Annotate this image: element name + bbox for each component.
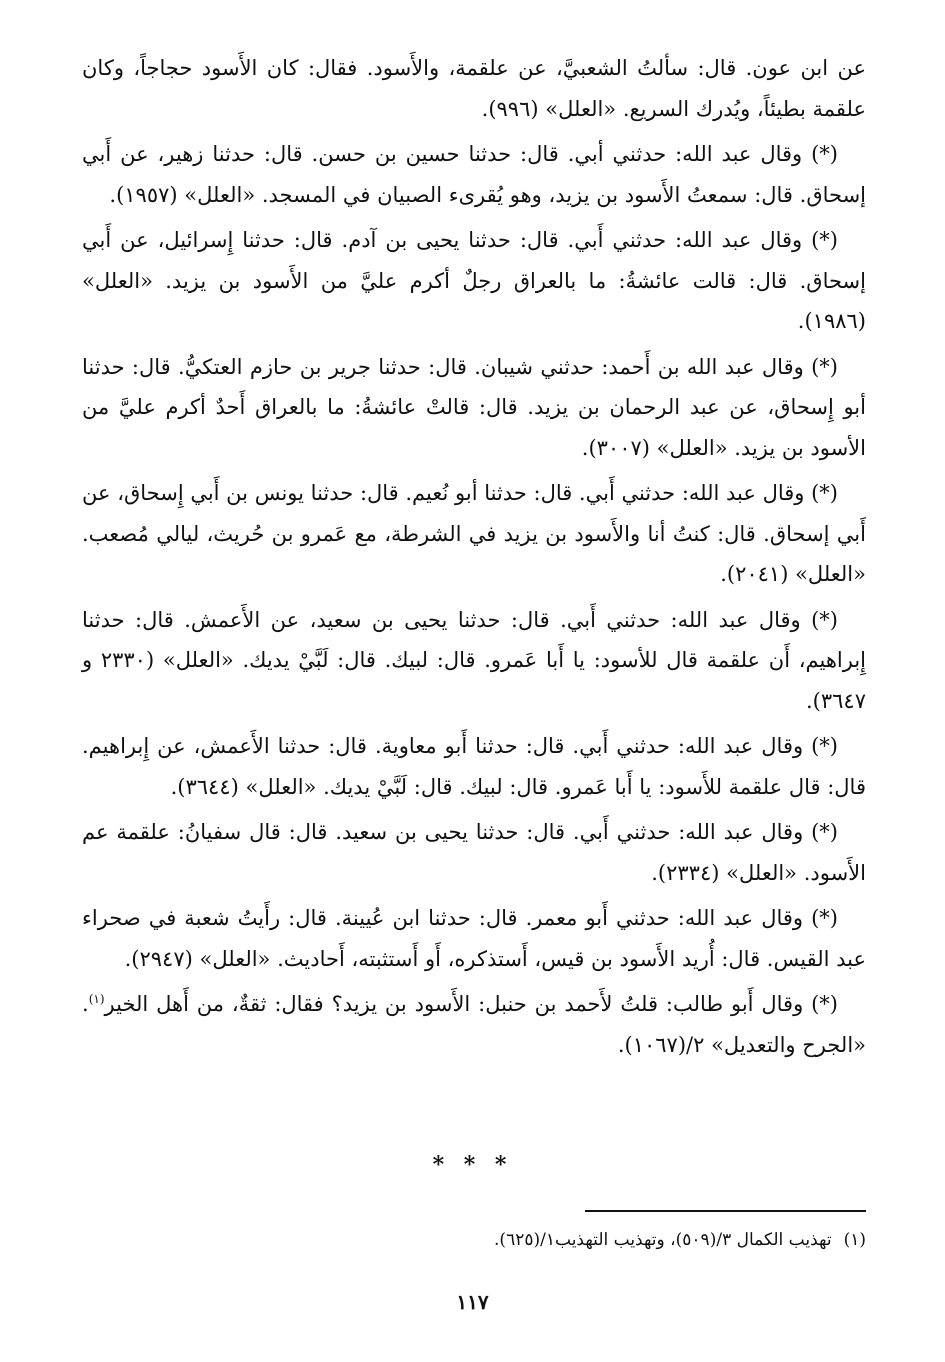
- paragraph-text: (*) وقال عبد الله: حدثني أَبي. قال: حدثنا يحيى بن سعيد، عن الأَعمش. قال: حدثنا إِبراهيم، أَن علقمة قال للأسود: يا أَبا عَمرو. قال: لبيك. قال: لَبَّيْ يديك. «العلل» (٢٣٣٠ و ٣٦٤٧).: [82, 607, 866, 713]
- paragraph-text: عن ابن عون. قال: سألتُ الشعبيَّ، عن علقمة، والأَسود. فقال: كان الأَسود حجاجاً، وكان علقمة بطيئاً، ويُدرك السريع. «العلل» (٩٩٦).: [82, 56, 866, 121]
- paragraph-5: [82, 473, 866, 595]
- footnote-number: (١): [843, 1230, 866, 1250]
- paragraph-7: [82, 726, 866, 807]
- main-text: [82, 48, 866, 1070]
- paragraph-text-tail: . «الجرح والتعديل» ٢/(١٠٦٧).: [82, 992, 866, 1057]
- paragraph-8: [82, 812, 866, 893]
- paragraph-4: [82, 347, 866, 469]
- paragraph-text: (*) وقال عبد الله: حدثني أَبي. قال: حدثنا أَبو معاوية. قال: حدثنا الأَعمش، عن إِبراهيم. قال: قال علقمة للأَسود: يا أَبا عَمرو. قال: لبيك. قال: لَبَّيْ يديك. «العلل» (٣٦٤٤).: [82, 734, 866, 799]
- paragraph-text: (*) وقال عبد الله: حدثني أَبو معمر. قال: حدثنا ابن عُيينة. قال: رأَيتُ شعبة في صحراء عبد القيس. قال: أُريد الأَسود بن قيس، أَستذكره، أَو أَستثبته، أَحاديث. «العلل» (٢٩٤٧).: [82, 906, 866, 971]
- footnote-reference: (١): [88, 992, 105, 1006]
- footnote-rule: [585, 1210, 866, 1212]
- section-separator: * * *: [432, 1152, 513, 1178]
- paragraph-6: [82, 600, 866, 722]
- footnote: [82, 1226, 866, 1254]
- footnote-text: تهذيب الكمال ٣/(٥٠٩)، وتهذيب التهذيب١/(٦٢٥).: [494, 1230, 832, 1250]
- paragraph-1: [82, 48, 866, 129]
- paragraph-3: [82, 220, 866, 342]
- paragraph-text: (*) وقال عبد الله: حدثني أَبي. قال: حدثنا يحيى بن سعيد. قال: قال سفيانُ: علقمة عم الأَسود. «العلل» (٢٣٣٤).: [82, 820, 866, 885]
- paragraph-text: (*) وقال عبد الله بن أَحمد: حدثني شيبان. قال: حدثنا جرير بن حازم العتكيُّ. قال: حدثنا أبو إِسحاق، عن عبد الرحمان بن يزيد. قال: قالتْ عائشةُ: ما بالعراق أَحدٌ أكرم عليَّ من الأسود بن يزيد. «العلل» (٣٠٠٧).: [82, 354, 866, 460]
- paragraph-text: (*) وقال عبد الله: حدثني أَبي. قال: حدثنا أبو نُعيم. قال: حدثنا يونس بن أَبي إِسحاق، عن أَبي إسحاق. قال: كنتُ أنا والأَسود بن يزيد في الشرطة، مع عَمرو بن حُريث، ليالي مُصعب. «العلل» (٢٠٤١).: [82, 481, 866, 586]
- paragraph-text: (*) وقال عبد الله: حدثني أبي. قال: حدثنا حسين بن حسن. قال: حدثنا زهير، عن أَبي إسحاق. قال: سمعتُ الأَسود بن يزيد، وهو يُقرىء الصبيان في المسجد. «العلل» (١٩٥٧).: [82, 142, 866, 207]
- paragraph-10: [82, 984, 866, 1065]
- page-number: ١١٧: [456, 1290, 489, 1314]
- paragraph-text: (*) وقال أَبو طالب: قلتُ لأَحمد بن حنبل: الأَسود بن يزيد؟ فقال: ثقةٌ، من أَهل الخير: [104, 992, 838, 1016]
- paragraph-9: [82, 898, 866, 979]
- paragraph-2: [82, 134, 866, 215]
- paragraph-text: (*) وقال عبد الله: حدثني أَبي. قال: حدثنا يحيى بن آدم. قال: حدثنا إِسرائيل، عن أَبي إسحاق. قال: قالت عائشةُ: ما بالعراق رجلٌ أكرم عليَّ من الأَسود بن يزيد. «العلل» (١٩٨٦).: [82, 228, 866, 333]
